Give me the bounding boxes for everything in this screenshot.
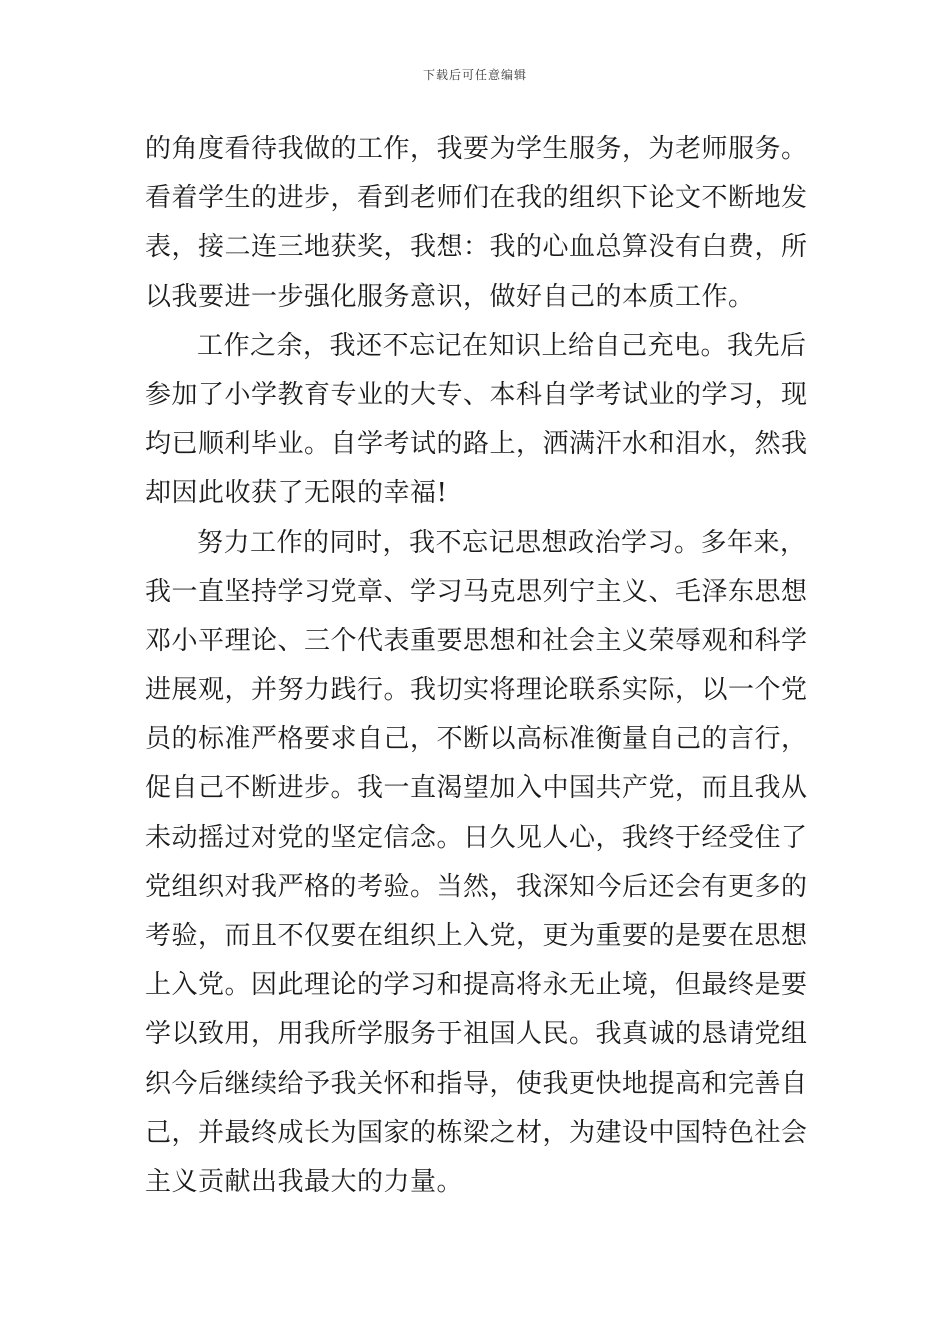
text-line: 邓小平理论、三个代表重要思想和社会主义荣辱观和科学 <box>145 625 808 656</box>
text-line: 学以致用，用我所学服务于祖国人民。我真诚的恳请党组 <box>145 1019 808 1050</box>
text-line: 员的标准严格要求自己，不断以高标准衡量自己的言行， <box>145 724 808 755</box>
text-line: 己，并最终成长为国家的栋梁之材，为建设中国特色社会 <box>145 1117 808 1148</box>
text-line: 上入党。因此理论的学习和提高将永无止境，但最终是要 <box>145 970 808 1001</box>
paragraph-1 <box>145 125 810 322</box>
text-line: 以我要进一步强化服务意识，做好自己的本质工作。 <box>145 281 755 312</box>
text-line: 工作之余，我还不忘记在知识上给自己充电。我先后 <box>197 330 807 361</box>
text-line: 未动摇过对党的坚定信念。日久见人心，我终于经受住了 <box>145 822 808 853</box>
paragraph-3 <box>145 519 810 1208</box>
text-line: 表，接二连三地获奖，我想：我的心血总算没有白费，所 <box>145 232 808 263</box>
text-line: 党组织对我严格的考验。当然，我深知今后还会有更多的 <box>145 871 808 902</box>
text-line: 均已顺利毕业。自学考试的路上，洒满汗水和泪水，然我 <box>145 429 808 460</box>
text-line: 却因此收获了无限的幸福! <box>145 478 448 509</box>
text-line: 我一直坚持学习党章、学习马克思列宁主义、毛泽东思想 <box>145 576 808 607</box>
document-body <box>145 125 810 1207</box>
text-line: 参加了小学教育专业的大专、本科自学考试业的学习，现 <box>145 379 808 410</box>
text-line: 的角度看待我做的工作，我要为学生服务，为老师服务。 <box>145 134 808 164</box>
text-line: 织今后继续给予我关怀和指导，使我更快地提高和完善自 <box>145 1068 808 1099</box>
text-line: 主义贡献出我最大的力量。 <box>145 1166 464 1197</box>
page-header: 下载后可任意编辑 <box>422 68 527 82</box>
text-line: 促自己不断进步。我一直渴望加入中国共产党，而且我从 <box>145 773 808 804</box>
paragraph-2 <box>145 322 810 519</box>
text-line: 看着学生的进步，看到老师们在我的组织下论文不断地发 <box>145 183 808 214</box>
text-line: 进展观，并努力践行。我切实将理论联系实际，以一个党 <box>145 675 808 706</box>
text-line: 考验，而且不仅要在组织上入党，更为重要的是要在思想 <box>145 921 808 951</box>
text-line: 努力工作的同时，我不忘记思想政治学习。多年来， <box>197 527 807 558</box>
